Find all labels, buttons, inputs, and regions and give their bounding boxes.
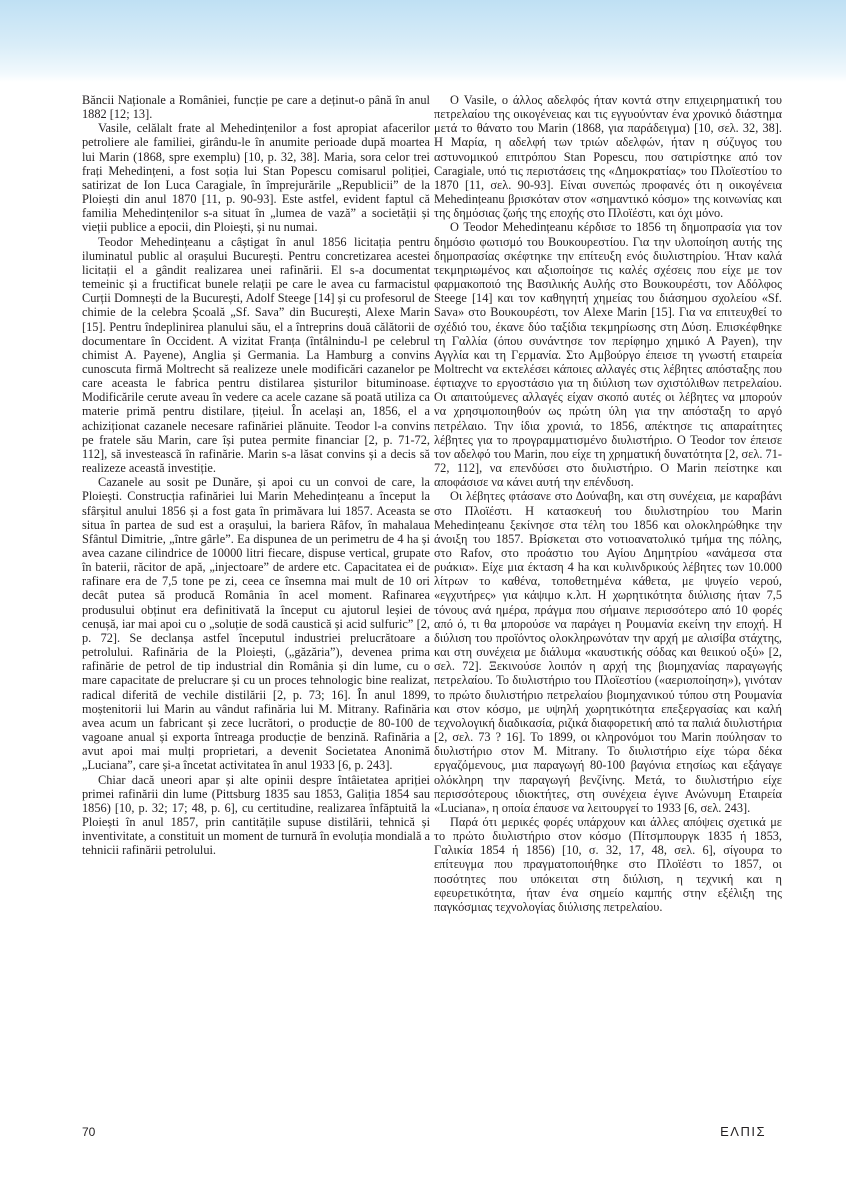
page-number: 70 xyxy=(82,1125,96,1139)
paragraph: Ο Teodor Mehedințeanu κέρδισε το 1856 τη δημοπρασία για τον δημόσιο φωτισμό του Βουκουρεστίου. Για την υλοποίηση αυτής της δημοπρασίας σκέφτηκε την επίτευξη ενός διυλιστηρίου. Ήταν καλά τεκμηριωμένος και αξιοποίησε τις καλές σχέσεις που είχε με τον φαρμακοποιό της Βασιλικής Αυλής στο Βουκουρέστι, τον Αδόλφος Steege [14] και τον καθηγητή χημείας του διάσημου σχολείου «Sf. Sava» στο Βουκουρέστι, τον Alexe Marin [15]. Για να επιτευχθεί το σχέδιό του, έκανε δύο ταξίδια τεκμηρίωσης στη Δύση. Επισκέφθηκε τη Γαλλία (όπου συνάντησε τον περίφημο χημικό A Payen), την Αγγλία και τη Γερμανία. Στο Αμβούργο έπεισε τη γνωστή εταιρεία Moltrecht να εκτελέσει κάποιες αλλαγές στις λέβητες απόσταξης που έφτιαχνε το εργοστάσιο για τη διύλιση των σχιστόλιθων πετρελαίου. Οι απαιτούμενες αλλαγές είχαν σκοπό αυτές οι λέβητες να μπορούν να χρησιμοποιηθούν ως πρώτη ύλη για την απόσταξη το αργό πετρέλαιο. Την ίδια χρονιά, το 1856, απέκτησε τις απαραίτητες λέβητες για το προγραμματισμένο διυλιστήριο. Ο Teodor τον έπεισε τον αδελφό του Marin, που είχε τη χρηματική δυνατότητα [2, σελ. 71-72, 112], να επενδύσει στο διυλιστήριο. Ο Marin πείστηκε και αποφάσισε να κάνει αυτή την επένδυση. xyxy=(434,220,782,490)
paragraph: Băncii Naționale a României, funcție pe care a deținut-o până în anul 1882 [12; 13]. xyxy=(82,93,430,122)
paragraph: Vasile, celălalt frate al Mehedințenilor a fost apropiat afacerilor petroliere ale familiei, girându-le în anumite perioade după moartea lui Marin (1868, spre exemplu) [10, p. 32, 38]. Maria, sora celor trei frați Mehedințeni, a fost soția lui Stan Popescu comisarul poliției, satirizat de Ion Luca Caragiale, în împrejurările „Republicii” de la Ploiești din anul 1870 [11, p. 90-93]. Este astfel, evident faptul că familia Mehedințenilor s-a situat în „lumea de vază” a societății și vieții publice a epocii, din Ploiești, și nu numai. xyxy=(82,121,430,235)
left-column-romanian xyxy=(82,93,430,857)
paragraph: Οι λέβητες φτάσανε στο Δούναβη, και στη συνέχεια, με καραβάνι στο Πλοϊέστι. Η κατασκευή του διυλιστηρίου του Marin Mehedințeanu ξεκίνησε στα τέλη του 1856 και ολοκληρώθηκε την άνοιξη του 1857. Βρίσκεται στο νοτιοανατολικό τμήμα της πόλης, στο Rafov, στο προάστιο του Αγίου Δημητρίου «ανάμεσα στα ρυάκια». Είχε μια έκταση 4 ha και κυλινδρικούς λέβητες των 10.000 λίτρων το καθένα, τοποθετημένα κάθετα, με ψυγείο νερού, «εγχυτήρες» για κάψιμο κ.λπ. Η χωρητικότητα διύλισης ήταν 7,5 τόνους ανά ημέρα, πράγμα που σήμαινε περισσότερο από 10 φορές από ό, τι θα μπορούσε να παράγει η Ρουμανία εκείνη την εποχή. Η διύλιση του προϊόντος ολοκληρωνόταν την αρχή με αλισίβα στάχτης, και στη συνέχεια με διάλυμα «καυστικής σόδας και θειικού οξύ» [2, σελ. 72]. Ξεκινούσε λοιπόν η αρχή της βιομηχανίας παραγωγής πετρελαίου. Το διυλιστήριο του Πλοϊεστίου («αεριοποίηση»), γινόταν το πρώτο διυλιστήριο πετρελαίου βιομηχανικού τύπου στη Ρουμανία και στον κόσμο, με υψηλή χωρητικότητα επεξεργασίας και καλή τεχνολογική διαδικασία, ριζικά διαφορετική από τα παλιά διυλιστήρια [2, σελ. 73 ? 16]. Το 1899, οι κληρονόμοι του Marin πούλησαν το διυλιστήριο στον M. Mitrany. Το διυλιστήριο είχε τώρα δέκα εργαζόμενους, μια παραγωγή 80-100 βαγόνια ετησίως και εξάγαγε ολόκληρη την παραγωγή βενζίνης. Μετά, το διυλιστήριο είχε περισσότερους ιδιοκτήτες, στη συνέχεια έγινε Ανώνυμη Εταιρεία «Luciana», η οποία έπαυσε να λειτουργεί το 1933 [6, σελ. 243]. xyxy=(434,489,782,815)
paragraph: Chiar dacă uneori apar și alte opinii despre întâietatea apriției primei rafinării din lume (Pittsburg 1835 sau 1853, Galiția 1854 sau 1856) [10, p. 32; 17; 48, p. 6], cu certitudine, realizarea înfăptuită la Ploiești în anul 1857, prin cantitățile supuse distilării, tehnică și inventivitate, a constituit un moment de turnură în evoluția mondială a tehnicii rafinării petrolului. xyxy=(82,772,430,858)
header-gradient-band xyxy=(0,0,846,82)
paragraph: Ο Vasile, ο άλλος αδελφός ήταν κοντά στην επιχειρηματική του πετρελαίου της οικογένειας και τις εγγυούνταν ένα χρονικό διάστημα μετά το θάνατο του Marin (1868, για παράδειγμα) [10, σελ. 32, 38]. Η Μαρία, η αδελφή των τριών αδελφών, ήταν η σύζυγος του αστυνομικού επιτρόπου Stan Popescu, που σατιρίστηκε από τον Caragiale, υπό τις περιστάσεις της «Δημοκρατίας» του Πλοϊεστίου το 1870 [11, σελ. 90-93]. Είναι συνεπώς προφανές ότι η οικογένεια Mehedințeanu βρισκόταν στον «σημαντικό κόσμο» της κοινωνίας και της δημόσιας ζωής της εποχής στο Πλοϊέστι, και όχι μόνο. xyxy=(434,93,782,221)
running-title: ΕΛΠΙΣ xyxy=(720,1124,766,1139)
paragraph: Παρά ότι μερικές φορές υπάρχουν και άλλες απόψεις σχετικά με το πρώτο διυλιστήριο στον κόσμο (Πίτσμπουργκ 1835 ή 1853, Γαλικία 1854 ή 1856) [10, σ. 32, 17, 48, σελ. 6], σίγουρα το επίτευγμα που πραγματοποιήθηκε στο Πλοϊέστι το 1857, οι ποσότητες που υπόκειται στη διύλιση, η τεχνική και η εφευρετικότητα, ήταν ένα σημείο καμπής στην εξέλιξη της παγκόσμιας τεχνολογίας διύλισης πετρελαίου. xyxy=(434,814,782,914)
right-column-greek xyxy=(434,93,782,914)
paragraph: Cazanele au sosit pe Dunăre, și apoi cu un convoi de care, la Ploiești. Construcția rafinăriei lui Marin Mehedințeanu a început la sfârșitul anului 1856 și a fost gata în primăvara lui 1857. Aceasta se situa în partea de sud est a orașului, la bariera Râfov, în mahalaua Sfântul Dimitrie, „între gârle”. Ea dispunea de un perimetru de 4 ha și avea cazane cilindrice de 10000 litri fiecare, dispuse vertical, grupate în baterii, răcitor de apă, „injectoare” de ardere etc. Capacitatea ei de rafinare era de 7,5 tone pe zi, ceea ce însemna mai mult de 10 ori decât putea să producă România în acel moment. Rafinarea produsului obținut era definitivată la început cu ajutorul leșiei de cenușă, iar mai apoi cu o „soluție de sodă caustică și acid sulfuric” [2, p. 72]. Se declanșa astfel începutul industriei prelucrătoare a petrolului. Rafinăria de la Ploiești, („găzăria”), devenea prima rafinărie de petrol de tip industrial din România și din lume, cu o mare capacitate de prelucrare și cu un proces tehnologic bine realizat, radical diferită de vechile distilării [2, p. 73; 16]. În anul 1899, moștenitorii lui Marin au vândut rafinăria lui M. Mitrany. Rafinăria avea acum un fabricant și zece lucrători, o producție de 80-100 de vagoane anual și exporta întreaga producție de benzină. Rafinăria a avut apoi mai mulți proprietari, a devenit Societatea Anonimă „Luciana”, care și-a încetat activitatea în anul 1933 [6, p. 243]. xyxy=(82,475,430,773)
paragraph: Teodor Mehedințeanu a câștigat în anul 1856 licitația pentru iluminatul public al orașului București. Pentru concretizarea acestei licitații el a gândit realizarea unei rafinării. El s-a documentat temeinic și a fructificat bunele relații pe care le avea cu farmacistul Curții Domnești de la București, Adolf Steege [14] și cu profesorul de chimie de la celebra Școală „Sf. Sava” din București, Alexe Marin [15]. Pentru îndeplinirea planului său, el a întreprins două călătorii de documentare în Occident. A vizitat Franța (întâlnindu-l pe celebrul chimist A. Payene), Anglia și Germania. La Hamburg a convins cunoscuta firmă Moltrecht să realizeze unele modificări cazanelor pe care aceasta le fabrica pentru distilarea șisturilor bituminoase. Modificările cerute aveau în vedere ca acele cazane să poată utiliza ca materie primă pentru distilare, țițeiul. În același an, 1856, el a achiziționat cazanele necesare rafinăriei plănuite. Teodor l-a convins pe fratele său Marin, care își putea permite financiar [2, p. 71-72, 112], să investească în rafinărie. Marin s-a lăsat convins și a decis să realizeze această investiție. xyxy=(82,234,430,476)
